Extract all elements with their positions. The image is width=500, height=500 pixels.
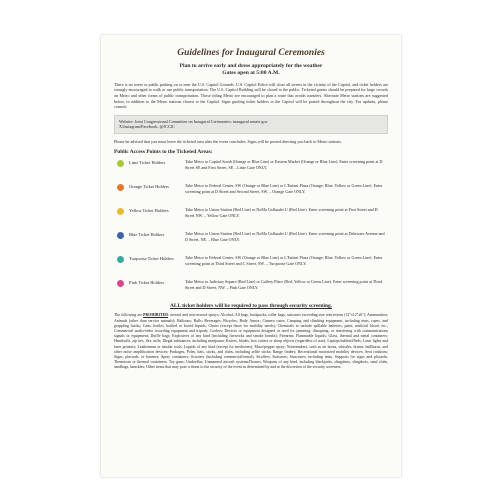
intro-paragraph: There is no street or public parking on or near the U.S. Capitol Grounds. U.S. Capitol Police will close all streets in the vicinity of the Capitol, and ticket holders are strongly encouraged to walk or use public transportation. The U.S. Capitol Building will be closed to the public. Ticketed guests should be prepared for large crowds on Metro and other forms of public transportation. Those riding Metro are encouraged to plan a route that avoids transfers. Alternate Metro stations are suggested below, in addition to the Metro stations closest to the Capitol. Signs guiding ticket holders to the Capitol will be posted throughout the city. For updates, please consult: [114,81,388,110]
entry-name: Pink Ticket Holders [129,280,165,286]
pink-dot-icon [117,280,124,287]
subtitle-line-2: Gates open at 5:00 A.M. [222,69,280,76]
entry-desc: Take Metro to Capitol South (Orange or Blue Line) or Eastern Market (Orange or Blue Line). Enter screening point at D Street SE and First Street, SE – Lime Gate ONLY. [185,159,383,170]
entry-blue [114,231,388,249]
updates-box [114,115,388,134]
website-line: Website: Joint Congressional Committee on Inaugural Ceremonies: inaugural.senate.gov [119,118,268,124]
entry-pink [114,279,388,297]
entry-name: Yellow Ticket Holders [129,208,169,214]
exit-advice: Please be advised that you must leave the ticketed area after the event concludes. Signs will be posted directing you back to Metro stations. [114,138,342,144]
access-points-heading: Public Access Points to the Ticketed Areas: [114,149,213,156]
prohibited-lead: The following are [114,313,143,318]
entry-lime [114,159,388,177]
entry-name: Lime Ticket Holders [129,160,166,166]
entry-orange [114,183,388,201]
prohibited-word: PROHIBITED [143,313,168,318]
yellow-dot-icon [117,208,124,215]
prohibited-paragraph [114,313,388,370]
entry-desc: Take Metro to Union Station (Red Line) or NoMa Gallaudet U (Red Line). Enter screening point at First Street and D Street NW. – Yellow Gate ONLY. [185,207,378,218]
entry-desc: Take Metro to Judiciary Square (Red Line) or Gallery Place (Red, Yellow or Green Line). Enter screening point at Third Street and D Street, NW. – Pink Gate ONLY. [185,279,382,290]
guidelines-sheet [101,35,401,477]
entry-name: Blue Ticket Holders [129,232,165,238]
orange-dot-icon [117,184,124,191]
lime-dot-icon [117,160,124,167]
subtitle-line-1: Plan to arrive early and dress appropriately for the weather [179,63,323,69]
page-title: Guidelines for Inaugural Ceremonies [177,48,325,58]
turquoise-dot-icon [117,256,124,263]
entry-desc: Take Metro to Federal Center, SW (Orange or Blue Line) or L'Enfant Plaza (Orange, Blue, Yellow or Green Line). Enter screening point at Third Street and C Street, SW. – Turquoise Gate ONLY. [185,255,383,266]
entry-name: Turquoise Ticket Holders [129,256,174,262]
entry-turquoise [114,255,388,273]
screening-heading: ALL ticket holders will be required to pass through security screening. [169,303,333,310]
social-line: X/Instagram/Facebook: @JCCIC [119,124,175,130]
entry-name: Orange Ticket Holders [129,184,169,190]
subtitle [114,63,388,77]
blue-dot-icon [117,232,124,239]
entry-desc: Take Metro to Federal Center, SW (Orange or Blue Line) or L'Enfant Plaza (Orange, Blue, Yellow or Green Line). Enter screening point at D Street and Second Street, SW. – Orange Gate ONLY. [185,183,383,194]
entry-yellow [114,207,388,225]
entry-desc: Take Metro to Union Station (Red Line) or NoMa Gallaudet U (Red Line). Enter screening point at Delaware Avenue and D Street, NE. – Blue Gate ONLY. [185,231,385,242]
prohibited-list: : aerosol and non-aerosol sprays; Alcohol; All bags, backpacks, roller bags, suitcases exceeding size restrictions (12"x12"x6"); Ammunition; Animals (other than service animals); Balloons; Balls; Beverages; Bicycles; Body Armor; Camera cases; Camping and climbing equipment, including tents, ropes, and grappling hooks; Cans, bottles, bottled or boxed liquids; Chairs (except those for mobility needs); Chemicals to include spillable batteries, paint, artificial blood, etc.; Commercial audio/video recording equipment and tripods; Coolers; Devices or equipment designed or used for jamming, disrupting, or interfering with communications signals or equipment; Duffle bags; Explosives of any kind (including fireworks and smoke bombs); Firearms; Flammable liquids; Glass, thermal and metal containers; Handcuffs, zip ties, flex cuffs; Illegal substances, including marijuana; Knives, blades, box cutters or sharp objects (regardless of size); Laptops/tablets/iPads; Laser lights and laser pointers; Leatherman or similar tools; Liquids of any kind (except for medicines); Mace/pepper spray; Noisemakers, such as air horns, whistles, drums, bullhorns, and other noise amplification devices; Packages, Poles, bats, sticks, and clubs, including selfie sticks; Range finders; Recreational motorized mobility devices; Seat cushions; Signs, placards, or banners; Spray containers; Scooters (including commercial/rental); Strollers; Suitcases; Structures, including tents, Supports for signs and placards; Thermoses or thermal containers; Toy guns; Umbrellas; Unmanned aircraft systems/Drones; Weapons of any kind, including blackjacks, slingshots, slingshots, sand clubs, sandbags, knuckles; Other items that may pose a threat to the security of the event as determined by and at the discretion of the security screeners. [114,313,388,370]
